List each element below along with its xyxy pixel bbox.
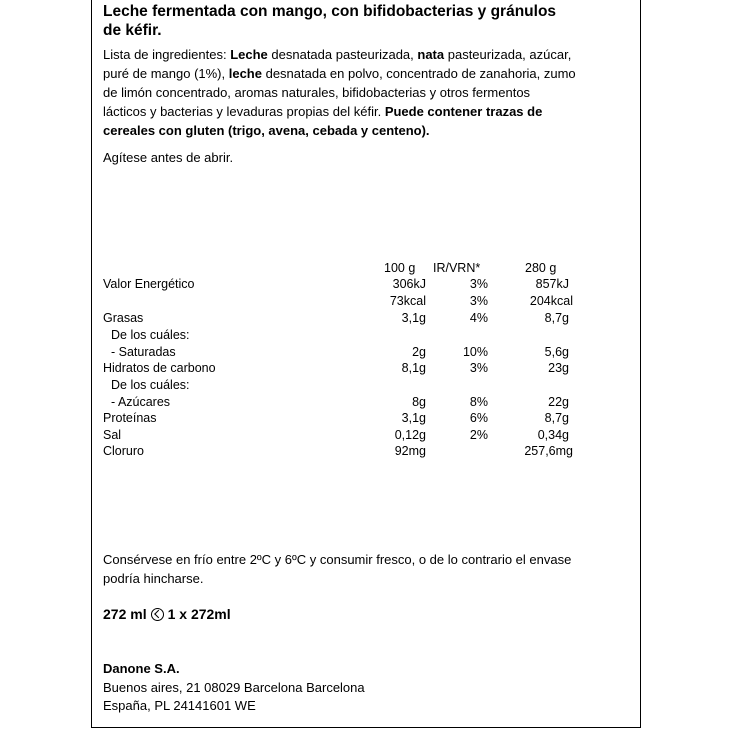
product-title-line2: de kéfir.	[103, 22, 162, 39]
header-rvn: IR/VRN*	[433, 261, 481, 275]
value-per-100g: 0,12g	[394, 428, 426, 442]
value-per-portion: 5,6g	[544, 345, 569, 359]
pack-format: 1 x 272ml	[167, 606, 231, 622]
value-per-100g: 92mg	[394, 444, 426, 458]
value-per-portion: 23g	[548, 361, 569, 375]
value-per-portion: 257,6mg	[524, 444, 573, 458]
value-per-portion: 857kJ	[535, 277, 569, 291]
net-quantity	[103, 606, 231, 622]
value-rvn: 3%	[469, 277, 488, 291]
value-per-100g: 8g	[412, 395, 426, 409]
nutrient-label: De los cuáles:	[111, 328, 190, 342]
company-address-line1: Buenos aires, 21 08029 Barcelona Barcelona	[103, 680, 365, 695]
value-per-100g: 3,1g	[401, 311, 426, 325]
value-per-100g: 306kJ	[392, 277, 426, 291]
value-per-portion: 8,7g	[544, 411, 569, 425]
header-per-portion: 280 g	[525, 261, 557, 275]
value-per-100g: 8,1g	[401, 361, 426, 375]
value-per-portion: 0,34g	[537, 428, 569, 442]
value-per-100g: 3,1g	[401, 411, 426, 425]
value-per-portion: 22g	[548, 395, 569, 409]
net-volume: 272 ml	[103, 606, 147, 622]
nutrient-label: - Azúcares	[111, 395, 171, 409]
value-rvn: 4%	[469, 311, 488, 325]
value-rvn: 3%	[469, 294, 488, 308]
nutrient-label: Grasas	[103, 311, 144, 325]
value-rvn: 10%	[462, 345, 488, 359]
value-rvn: 3%	[469, 361, 488, 375]
conservation-line2: podría hincharse.	[103, 571, 204, 586]
value-rvn: 2%	[469, 428, 488, 442]
nutrient-label: - Saturadas	[111, 345, 176, 359]
nutrient-label: Cloruro	[103, 444, 144, 458]
value-per-100g: 73kcal	[389, 294, 426, 308]
estimated-sign-icon	[151, 608, 164, 621]
nutrient-label: Valor Energético	[103, 277, 195, 291]
nutrient-label: Sal	[103, 428, 122, 442]
value-per-portion: 8,7g	[544, 311, 569, 325]
value-per-100g: 2g	[412, 345, 426, 359]
product-title-line1: Leche fermentada con mango, con bifidobacterias y gránulos	[103, 3, 557, 20]
conservation-line1: Consérvese en frío entre 2ºC y 6ºC y consumir fresco, o de lo contrario el envase	[103, 552, 572, 567]
shake-instruction: Agítese antes de abrir.	[103, 150, 234, 165]
nutrient-label: De los cuáles:	[111, 378, 190, 392]
company-address-line2: España, PL 24141601 WE	[103, 698, 256, 713]
value-rvn: 8%	[469, 395, 488, 409]
value-per-portion: 204kcal	[529, 294, 573, 308]
company-name: Danone S.A.	[103, 661, 180, 676]
header-per-100g: 100 g	[384, 261, 416, 275]
value-rvn: 6%	[469, 411, 488, 425]
nutrient-label: Hidratos de carbono	[103, 361, 216, 375]
ingredients-list: Lista de ingredientes: Leche desnatada pasteurizada, nata pasteurizada, azúcar, puré de mango (1%), leche desnatada en polvo, concentrado de zanahoria, zumo de limón concentrado, aromas naturales, bifidobacterias y otros fermentos lácticos y bacterias y levaduras propias del kéfir. Puede contener trazas de cereales con gluten (trigo, avena, cebada y centeno).	[103, 47, 576, 138]
nutrient-label: Proteínas	[103, 411, 157, 425]
